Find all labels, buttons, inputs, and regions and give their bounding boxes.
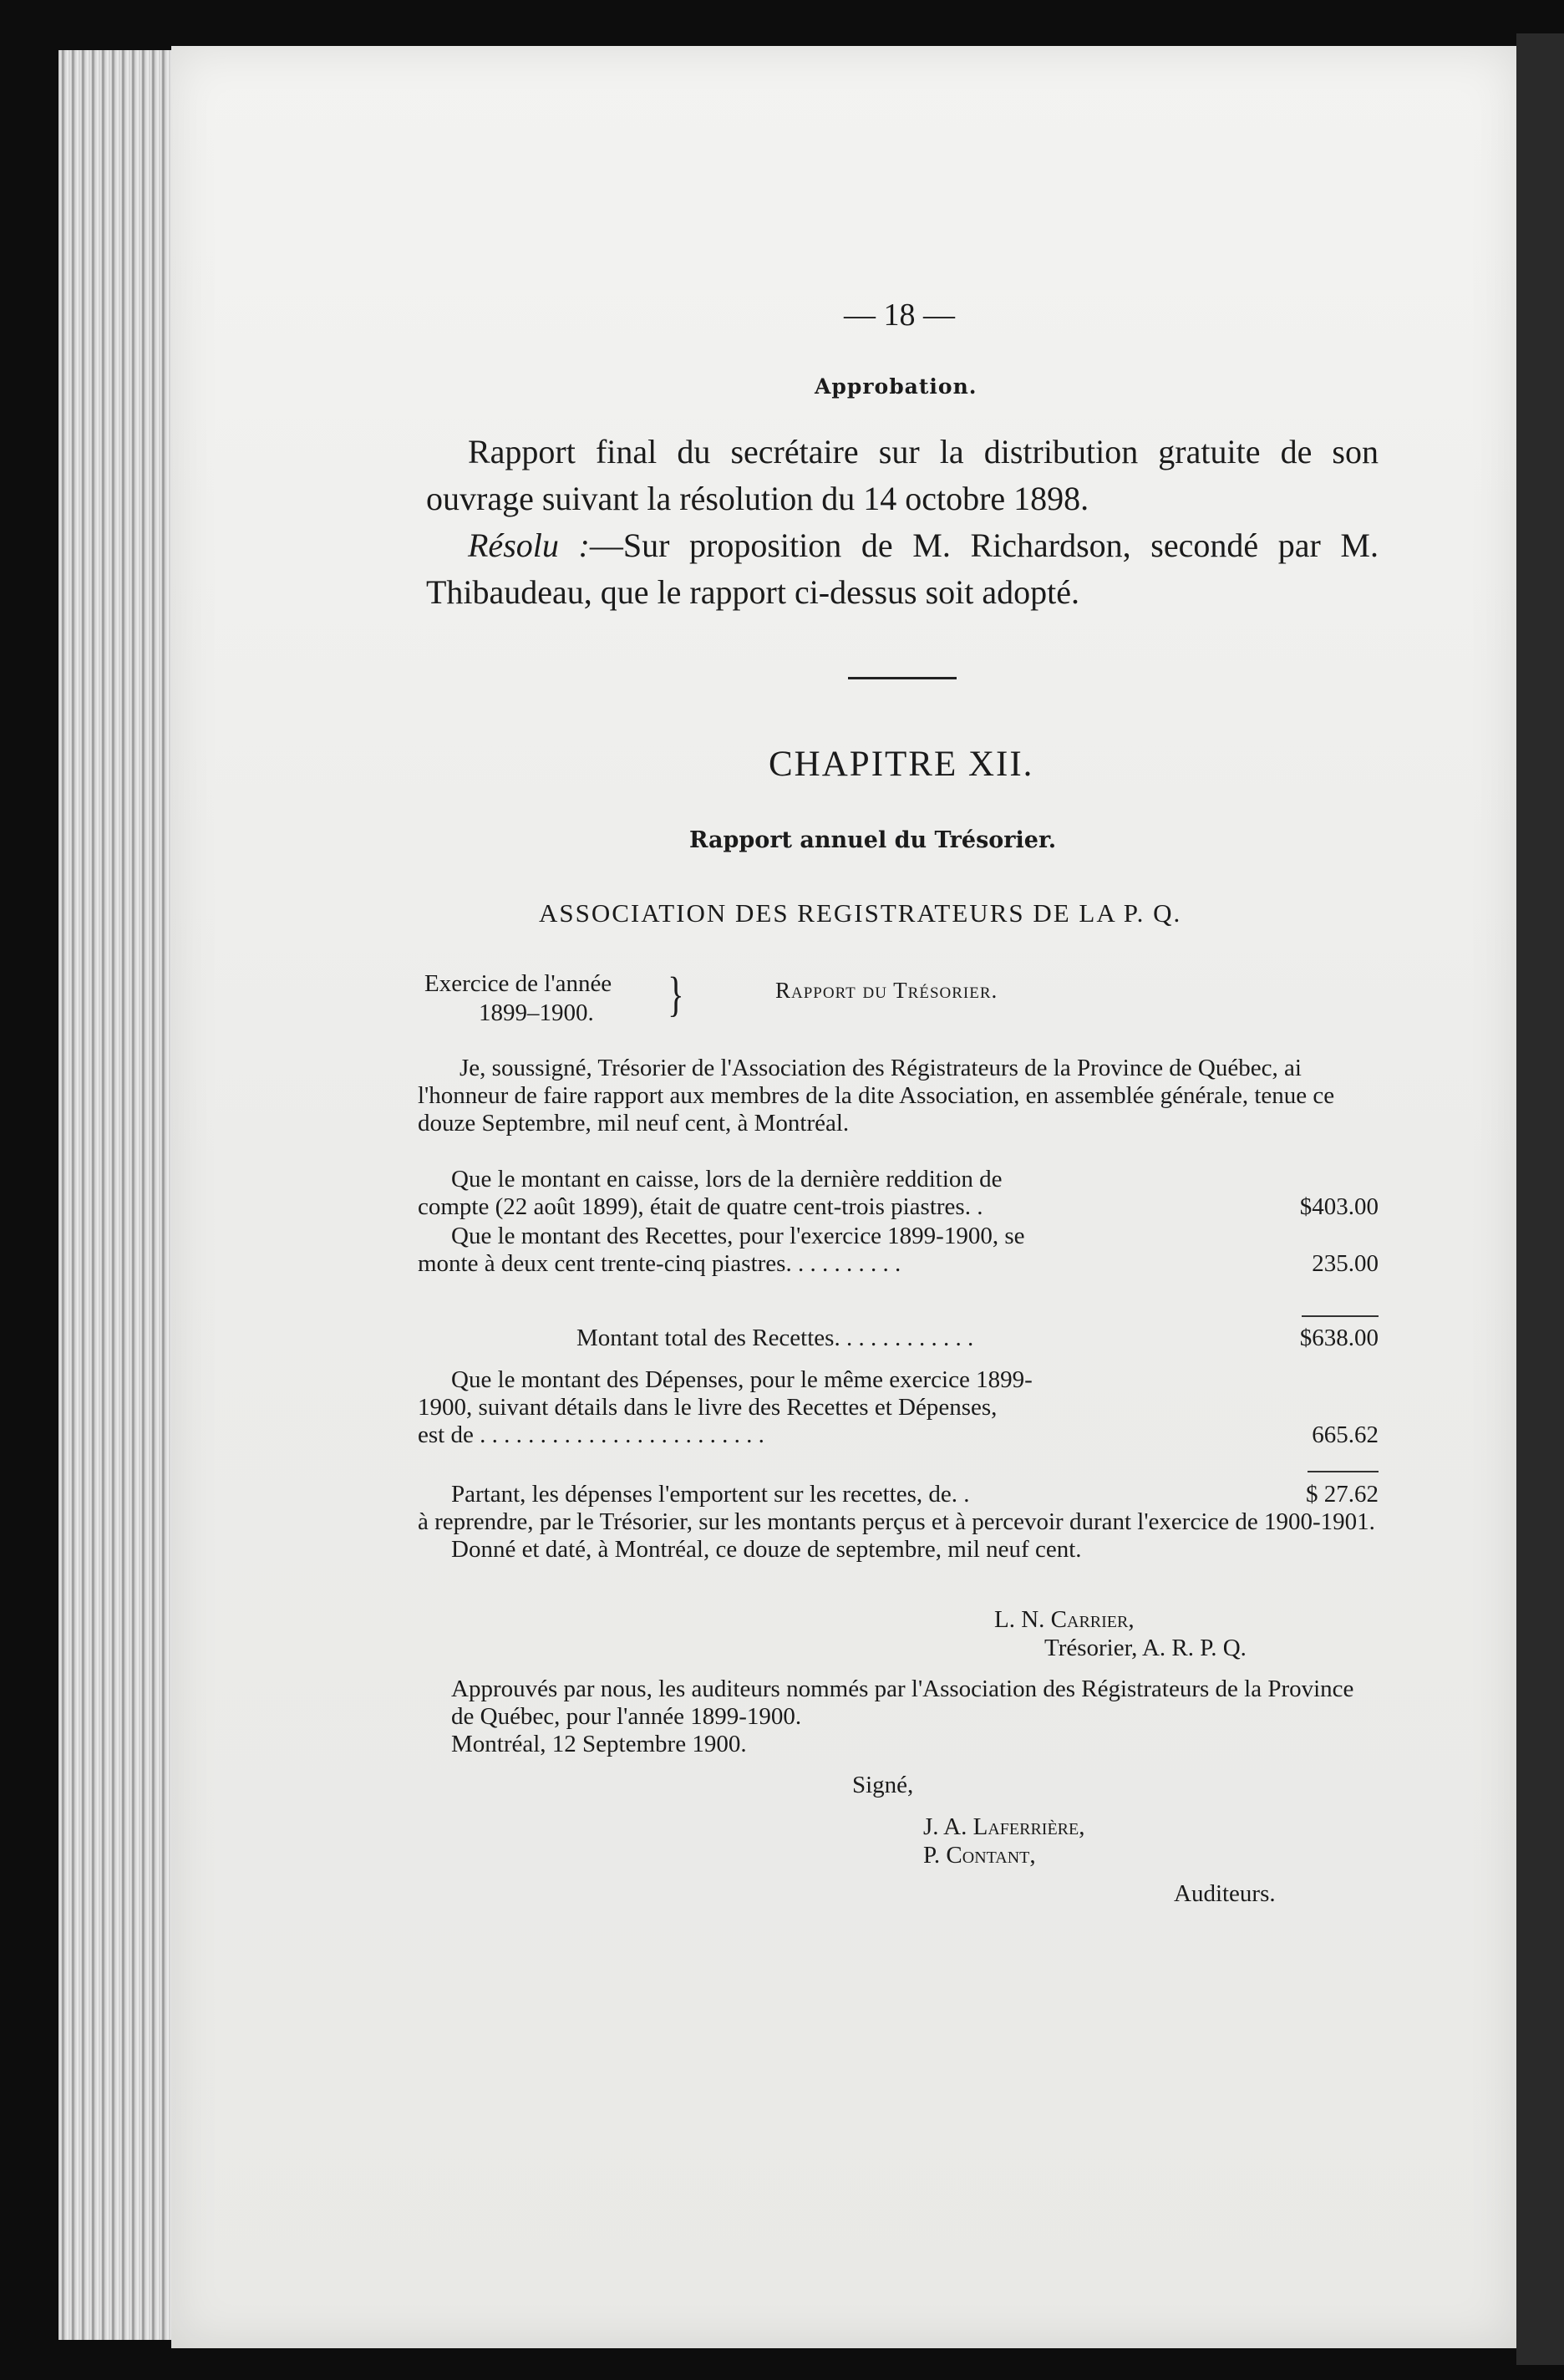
resolution-paragraph bbox=[426, 522, 1379, 616]
partant-entry bbox=[418, 1481, 1379, 1564]
approbation-section bbox=[426, 429, 1379, 616]
report-heading: Rapport annuel du Trésorier. bbox=[689, 827, 1057, 853]
total-text: Montant total des Recettes. . . . . . . . . . . . bbox=[576, 1325, 974, 1351]
chapter-title: CHAPITRE XII. bbox=[769, 745, 1034, 784]
auditor-2: P. Contant, bbox=[923, 1842, 1036, 1869]
sum-rule-2 bbox=[1308, 1471, 1379, 1472]
caisse-amount: $403.00 bbox=[1299, 1193, 1379, 1220]
depenses-entry bbox=[418, 1366, 1379, 1449]
approbation-heading: Approbation. bbox=[815, 374, 978, 399]
sum-rule-1 bbox=[1302, 1315, 1379, 1317]
montreal-date: Montréal, 12 Septembre 1900. bbox=[451, 1731, 747, 1757]
recettes-amount: 235.00 bbox=[1312, 1250, 1379, 1277]
partant-text-1: Partant, les dépenses l'emportent sur les recettes, de. . bbox=[451, 1481, 970, 1508]
depenses-amount: 665.62 bbox=[1312, 1421, 1379, 1448]
resolu-label: Résolu : bbox=[468, 526, 590, 564]
association-title: ASSOCIATION DES REGISTRATEURS DE LA P. Q. bbox=[539, 898, 1182, 928]
signe-label: Signé, bbox=[852, 1772, 914, 1798]
resolution-text: —Sur proposition de M. Richardson, secondé par M. Thibaudeau, que le rapport ci-dessus soit adopté. bbox=[426, 526, 1379, 611]
caisse-entry bbox=[418, 1166, 1379, 1221]
depenses-text-2: 1900, suivant détails dans le livre des Recettes et Dépenses, bbox=[418, 1394, 998, 1421]
caisse-text-1: Que le montant en caisse, lors de la dernière reddition de bbox=[451, 1166, 1003, 1193]
exercice-label bbox=[424, 969, 612, 1028]
partant-amount: $ 27.62 bbox=[1306, 1481, 1379, 1508]
scan-right-border bbox=[1516, 33, 1564, 2365]
recettes-text-2: monte à deux cent trente-cinq piastres. . . . . . . . . . bbox=[418, 1250, 901, 1277]
caisse-text-2: compte (22 août 1899), était de quatre cent-trois piastres. . bbox=[418, 1193, 983, 1220]
exercice-line-2: 1899–1900. bbox=[479, 999, 594, 1026]
auditeurs-label: Auditeurs. bbox=[1174, 1880, 1276, 1907]
approbation-text: Rapport final du secrétaire sur la distribution gratuite de son ouvrage suivant la résolution du 14 octobre 1898. bbox=[426, 433, 1379, 517]
section-divider bbox=[848, 677, 957, 679]
partant-text-2: à reprendre, par le Trésorier, sur les montants perçus et à percevoir durant l'exercice de 1900-1901. bbox=[418, 1508, 1375, 1535]
recettes-entry bbox=[418, 1223, 1379, 1278]
signatory-title: Trésorier, A. R. P. Q. bbox=[1044, 1635, 1247, 1661]
intro-paragraph bbox=[418, 1055, 1379, 1137]
book-spine-edge bbox=[58, 50, 184, 2340]
intro-text: Je, soussigné, Trésorier de l'Association des Régistrateurs de la Province de Québec, ai l'honneur de faire rapport aux membres de la dite Association, en assemblée générale, tenue ce douze Septembre, mil neuf cent, à Montréal. bbox=[418, 1055, 1335, 1137]
approuves-paragraph bbox=[418, 1676, 1379, 1758]
signatory-name: L. N. Carrier, bbox=[994, 1606, 1135, 1633]
donne-text: Donné et daté, à Montréal, ce douze de septembre, mil neuf cent. bbox=[451, 1536, 1082, 1563]
depenses-text-3: est de . . . . . . . . . . . . . . . . . . . . . . . . bbox=[418, 1421, 764, 1448]
depenses-text-1: Que le montant des Dépenses, pour le même exercice 1899- bbox=[451, 1366, 1033, 1393]
total-amount: $638.00 bbox=[1299, 1325, 1379, 1351]
total-entry bbox=[418, 1325, 1379, 1352]
recettes-text-1: Que le montant des Recettes, pour l'exercice 1899-1900, se bbox=[451, 1223, 1025, 1249]
approuves-text: Approuvés par nous, les auditeurs nommés par l'Association des Régistrateurs de la Province de Québec, pour l'année 1899-1900. bbox=[451, 1676, 1354, 1730]
page-number: — 18 — bbox=[844, 298, 955, 333]
brace-glyph: } bbox=[668, 967, 684, 1021]
auditor-1: J. A. Laferrière, bbox=[923, 1813, 1085, 1840]
exercice-line-1: Exercice de l'année bbox=[424, 970, 612, 997]
rapport-du-tresorier: Rapport du Trésorier. bbox=[775, 978, 998, 1003]
